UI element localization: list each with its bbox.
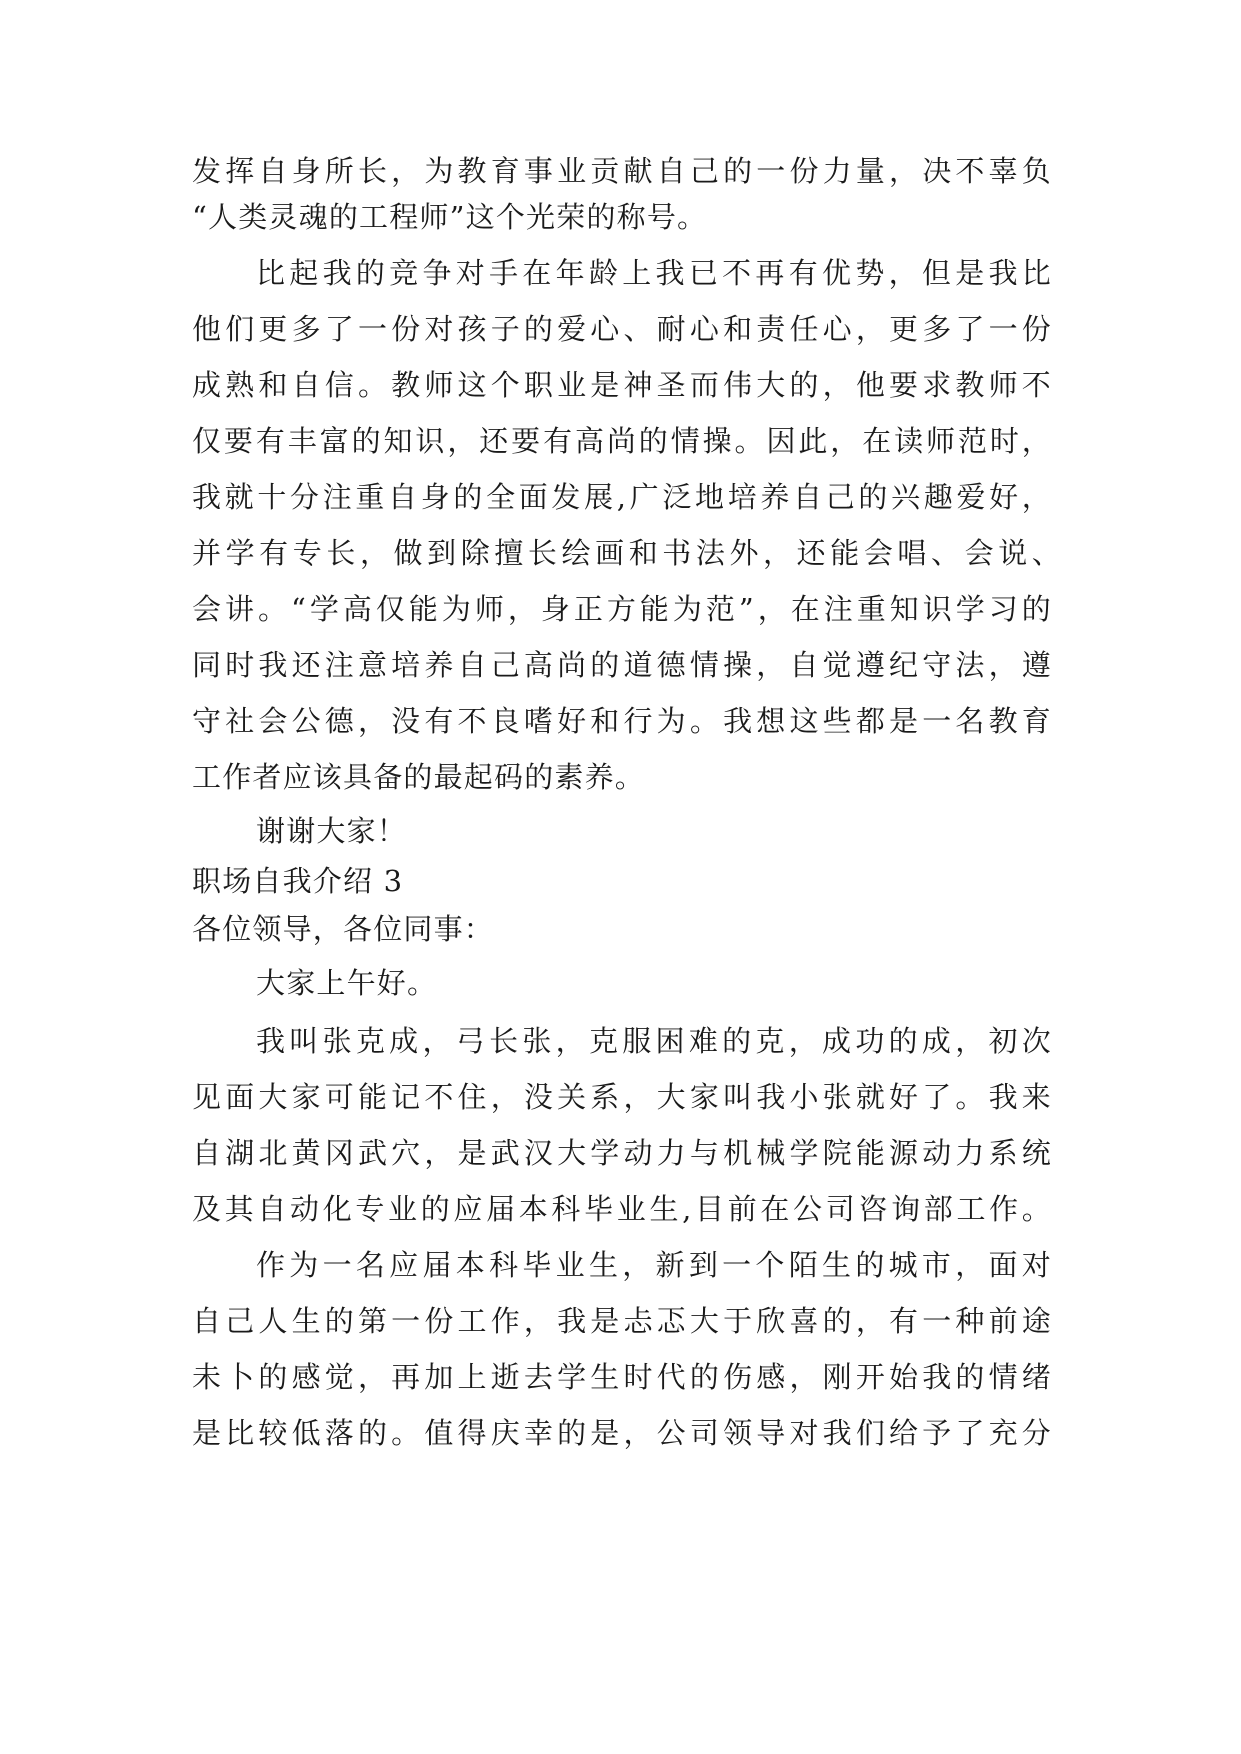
body-text-line: 仅要有丰富的知识，还要有高尚的情操。因此，在读师范时， [192,424,1052,458]
section-heading: 职场自我介绍 3 [192,864,404,898]
body-text-line: “人类灵魂的工程师”这个光荣的称号。 [192,200,708,234]
body-text-line: 他们更多了一份对孩子的爱心、耐心和责任心，更多了一份 [192,312,1052,346]
body-text-line: 成熟和自信。教师这个职业是神圣而伟大的，他要求教师不 [192,368,1052,402]
body-text-line: 是比较低落的。值得庆幸的是，公司领导对我们给予了充分 [192,1416,1052,1450]
body-text-line: 工作者应该具备的最起码的素养。 [192,760,646,794]
body-text-line: 我就十分注重自身的全面发展,广泛地培养自己的兴趣爱好， [192,480,1052,514]
paragraph-first-line: 比起我的竞争对手在年龄上我已不再有优势，但是我比 [256,256,1052,290]
body-text-line: 同时我还注意培养自己高尚的道德情操，自觉遵纪守法，遵 [192,648,1052,682]
body-text-line: 见面大家可能记不住，没关系，大家叫我小张就好了。我来 [192,1080,1052,1114]
greeting: 大家上午好。 [256,966,438,1000]
body-text-line: 会讲。“学高仅能为师，身正方能为范”，在注重知识学习的 [192,592,1052,626]
body-text-line: 守社会公德，没有不良嗜好和行为。我想这些都是一名教育 [192,704,1052,738]
closing-thanks: 谢谢大家！ [256,814,408,848]
body-text-line: 发挥自身所长，为教育事业贡献自己的一份力量，决不辜负 [192,154,1052,188]
body-text-line: 自湖北黄冈武穴，是武汉大学动力与机械学院能源动力系统 [192,1136,1052,1170]
paragraph-first-line: 作为一名应届本科毕业生，新到一个陌生的城市，面对 [256,1248,1052,1282]
body-text-line: 自己人生的第一份工作，我是忐忑大于欣喜的，有一种前途 [192,1304,1052,1338]
paragraph-first-line: 我叫张克成，弓长张，克服困难的克，成功的成，初次 [256,1024,1052,1058]
salutation: 各位领导，各位同事： [192,912,495,946]
body-text-line: 及其自动化专业的应届本科毕业生,目前在公司咨询部工作。 [192,1192,1052,1226]
body-text-line: 未卜的感觉，再加上逝去学生时代的伤感，刚开始我的情绪 [192,1360,1052,1394]
body-text-line: 并学有专长，做到除擅长绘画和书法外，还能会唱、会说、 [192,536,1062,570]
